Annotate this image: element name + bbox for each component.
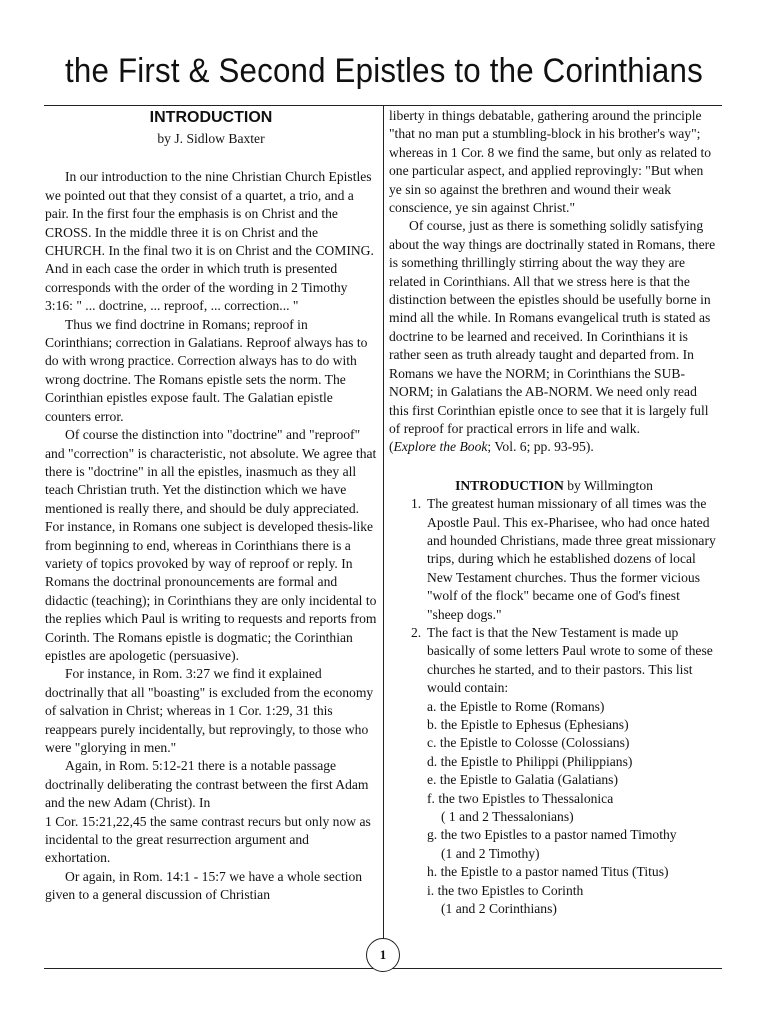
sublist-item bbox=[427, 790, 719, 827]
column-divider bbox=[383, 106, 384, 968]
intro2-heading: INTRODUCTION bbox=[455, 477, 564, 493]
sublist-item-text: f. the two Epistles to Thessalonica bbox=[427, 790, 614, 806]
citation-rest: ; Vol. 6; pp. 93-95). bbox=[487, 439, 594, 455]
paragraph: Thus we find doctrine in Romans; reproof in Corinthians; correction in Galatians. Reproof always has to do with wrong practice. Correction always has to do with wrong doctrine. The Romans epistle sets the norm. The Corinthian epistles expose fault. The Galatian epistle counters error. bbox=[45, 316, 368, 424]
paragraph: In our introduction to the nine Christian Church Epistles we pointed out that they consist of a quartet, a trio, and a pair. In the first four the emphasis is on Christ and the CROSS. In the middle three it is on Christ and the CHURCH. In the final two it is on Christ and the COMING. And in each case the order in which truth is presented corresponds with the order of the wording in 2 Timothy 3:16: " ... doctrine, ... reproof, ... correction... " bbox=[45, 169, 374, 314]
sublist-item-text: a. the Epistle to Rome (Romans) bbox=[427, 698, 605, 714]
sublist-item-text: i. the two Epistles to Corinth bbox=[427, 882, 584, 898]
list-item-text: The fact is that the New Testament is made up basically of some letters Paul wrote to some of these churches he started, and to their pastors. This list would contain: bbox=[427, 624, 713, 696]
page-number: 1 bbox=[366, 938, 400, 972]
sublist-item-text: d. the Epistle to Philippi (Philippians) bbox=[427, 753, 633, 769]
sublist-item bbox=[427, 826, 719, 863]
citation-title: Explore the Book bbox=[393, 439, 488, 455]
intro2-byline: by Willmington bbox=[563, 477, 653, 493]
list-item bbox=[413, 624, 719, 919]
paragraph: For instance, in Rom. 3:27 we find it explained doctrinally that all "boasting" is excluded from the economy of salvation in Christ; whereas in 1 Cor. 1:29, 31 this reappears purely incidentally, but reprovingly, to those who were "glorying in men." bbox=[45, 666, 374, 755]
left-column bbox=[45, 108, 377, 905]
paragraph: liberty in things debatable, gathering around the principle "that no man put a stumbling-block in his brother's way"; whereas in 1 Cor. 8 we find the same, but only as related to one particular aspect, and applied reprovingly: "But when ye sin so against the brethren and wound their weak conscience, ye sin against Christ." bbox=[389, 108, 712, 216]
epistle-sublist bbox=[427, 698, 719, 919]
willmington-list bbox=[389, 495, 719, 918]
sublist-item bbox=[427, 863, 719, 881]
sublist-item-continuation: ( 1 and 2 Thessalonians) bbox=[441, 809, 574, 825]
paragraph: 1 Cor. 15:21,22,45 the same contrast recurs but only now as incidental to the great resurrection argument and exhortation. bbox=[45, 813, 371, 866]
sublist-item bbox=[427, 753, 719, 771]
list-number: 2. bbox=[411, 624, 422, 640]
right-column bbox=[389, 107, 719, 918]
baxter-introduction-heading: INTRODUCTION bbox=[149, 109, 273, 126]
sublist-item-text: b. the Epistle to Ephesus (Ephesians) bbox=[427, 717, 629, 732]
sublist-item-text: e. the Epistle to Galatia (Galatians) bbox=[427, 772, 618, 788]
sublist-item-continuation: (1 and 2 Timothy) bbox=[441, 845, 540, 861]
sublist-item-text: h. the Epistle to a pastor named Titus (Titus) bbox=[427, 864, 669, 880]
sublist-item bbox=[427, 734, 719, 752]
citation-open: ( bbox=[389, 439, 394, 455]
paragraph: Or again, in Rom. 14:1 - 15:7 we have a whole section given to a general discussion of Christian bbox=[45, 868, 363, 903]
list-number: 1. bbox=[411, 496, 422, 512]
paragraph: Of course the distinction into "doctrine" and "reproof" and "correction" is characteristic, not absolute. We agree that there is "doctrine" in all the epistles, inasmuch as they all teach Christian truth. Yet the distinction which we have mentioned is really there, and should be duly appreciated. For instance, in Romans one subject is developed thesis-like from beginning to end, whereas in Corinthians there is a variety of topics provoked by way of reproof or reply. In Romans the doctrinal pronouncements are formal and didactic (teaching); in Corinthians they are only incidental to the replies which Paul is writing to requests and reports from Corinth. The Romans epistle is dogmatic; the Corinthian epistles are apologetic (persuasive). bbox=[45, 427, 377, 663]
sublist-item bbox=[427, 771, 719, 789]
sublist-item bbox=[427, 716, 719, 734]
sublist-item bbox=[427, 882, 719, 919]
willmington-introduction-heading bbox=[389, 477, 719, 495]
sublist-item-continuation: (1 and 2 Corinthians) bbox=[441, 901, 557, 917]
paragraph-text: Of course, just as there is something solidly satisfying about the way things are doctrinally stated in Romans, there is something thrillingly stirring about the way they are related in Corinthians. All that we stress here is that the distinction between the epistles should be usefully borne in mind all the while. In Romans evangelical truth is stated as doctrine to be learned and received. In Corinthians it is rather seen as truth already taught and departed from. In Romans we have the NORM; in Corinthians the SUB-NORM; in Galatians the AB-NORM. We need only read this first Corinthian epistle once to see that it is largely full of reproof for practical errors in life and walk. bbox=[389, 218, 716, 436]
list-item-text: The greatest human missionary of all times was the Apostle Paul. This ex-Pharisee, who had once hated and hounded Christians, made three great missionary trips, during which he established dozens of local New Testament churches. Thus the former vicious "wolf of the flock" became one of God's finest "sheep dogs." bbox=[427, 496, 716, 622]
sublist-item-text: g. the two Epistles to a pastor named Timothy bbox=[427, 827, 677, 843]
baxter-byline: by J. Sidlow Baxter bbox=[157, 131, 265, 146]
list-item bbox=[413, 495, 719, 624]
paragraph bbox=[389, 217, 719, 456]
page-title: the First & Second Epistles to the Corinthians bbox=[65, 52, 703, 90]
sublist-item bbox=[427, 698, 719, 716]
paragraph: Again, in Rom. 5:12-21 there is a notable passage doctrinally deliberating the contrast between the first Adam and the new Adam (Christ). In bbox=[45, 758, 369, 811]
sublist-item-text: c. the Epistle to Colosse (Colossians) bbox=[427, 735, 630, 751]
